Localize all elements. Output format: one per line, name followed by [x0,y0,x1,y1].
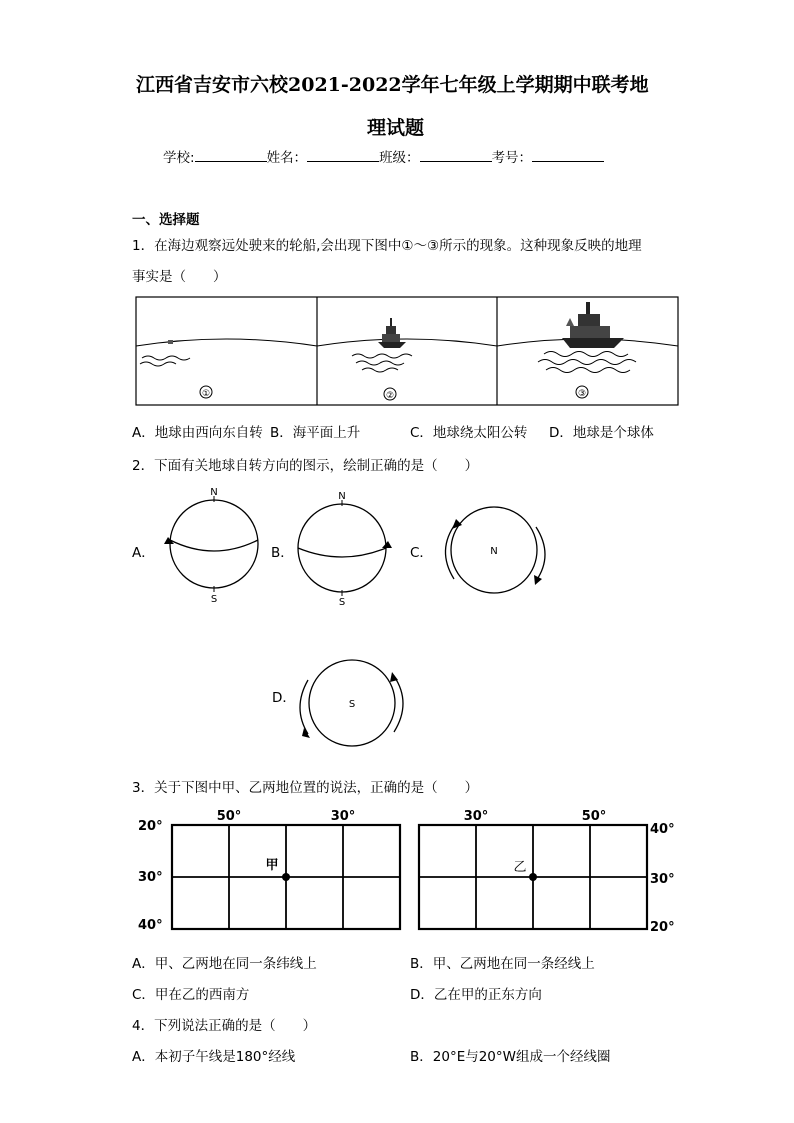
class-label: 班级： [379,150,420,166]
section-heading: 一、选择题 [132,212,200,228]
svg-text:30°: 30° [463,809,489,824]
svg-text:50°: 50° [581,809,607,824]
q2-option-d-label[interactable]: D． [272,690,296,706]
q3-option-b[interactable]: B．甲、乙两地在同一条经线上 [410,956,595,972]
student-info-row [163,146,604,166]
svg-text:S: S [338,597,346,608]
q1-stem-line2: 事实是（ ） [132,269,227,285]
panel-label-2: ② [385,391,395,401]
q1-option-b[interactable]: B．海平面上升 [270,425,361,441]
svg-text:N: N [210,487,218,498]
svg-text:S: S [348,699,356,710]
svg-text:20°: 20° [650,920,675,933]
svg-text:20°: 20° [138,819,163,834]
page-title-line2: 理试题 [367,117,425,139]
arrow-icon [382,541,392,548]
panel-label-3: ③ [577,389,587,399]
q4-option-a[interactable]: A．本初子午线是180°经线 [132,1049,296,1065]
q3-stem: 3．关于下图中甲、乙两地位置的说法，正确的是（ ） [132,780,479,796]
svg-text:甲: 甲 [265,858,279,873]
globe-diagram-b [286,486,398,610]
svg-text:30°: 30° [138,870,163,885]
q4-option-b[interactable]: B．20°E与20°W组成一个经线圈 [410,1049,611,1065]
ship-full-icon [562,302,624,348]
svg-text:40°: 40° [138,918,163,933]
q2-option-c-label[interactable]: C． [410,545,433,561]
q3-option-a[interactable]: A．甲、乙两地在同一条纬线上 [132,956,317,972]
page-title-line1: 江西省吉安市六校2021-2022学年七年级上学期期中联考地 [136,74,649,96]
q3-option-d[interactable]: D．乙在甲的正东方向 [410,987,542,1003]
svg-text:30°: 30° [650,872,675,887]
q2-option-b-label[interactable]: B． [271,545,294,561]
q1-option-c[interactable]: C．地球绕太阳公转 [410,425,528,441]
exam-no-label: 考号： [491,150,533,166]
grid-diagram-left [134,805,414,933]
exam-no-blank[interactable] [532,149,604,162]
q4-stem: 4．下列说法正确的是（ ） [132,1018,317,1034]
school-label: 学校: [163,150,195,166]
svg-text:N: N [338,491,346,502]
svg-text:50°: 50° [216,809,242,824]
q1-stem-line1: 1．在海边观察远处驶来的轮船,会出现下图中①～③所示的现象。这种现象反映的地理 [132,238,642,254]
name-label: 姓名： [266,150,308,166]
ship-horizon-figure [134,296,680,408]
svg-text:乙: 乙 [513,860,527,875]
q2-stem: 2．下面有关地球自转方向的图示，绘制正确的是（ ） [132,458,479,474]
point-yi [529,873,537,881]
ship-superstructure-icon [378,318,406,348]
ship-mast-tip-icon [168,340,173,344]
q1-option-d[interactable]: D．地球是个球体 [549,425,654,441]
svg-text:N: N [490,546,498,557]
arrow-icon [534,575,542,585]
q1-option-a[interactable]: A．地球由西向东自转 [132,425,263,441]
globe-diagram-c [432,505,556,597]
panel-label-1: ① [201,389,211,399]
point-jia [282,873,290,881]
grid-diagram-right [416,805,688,933]
svg-text:S: S [210,594,218,605]
globe-diagram-a [158,484,270,608]
q3-option-c[interactable]: C．甲在乙的西南方 [132,987,250,1003]
q2-option-a-label[interactable]: A． [132,545,155,561]
svg-text:30°: 30° [330,809,356,824]
class-blank[interactable] [420,149,492,162]
school-blank[interactable] [195,149,267,162]
globe-diagram-d [294,658,410,750]
name-blank[interactable] [307,149,379,162]
svg-text:40°: 40° [650,822,675,837]
